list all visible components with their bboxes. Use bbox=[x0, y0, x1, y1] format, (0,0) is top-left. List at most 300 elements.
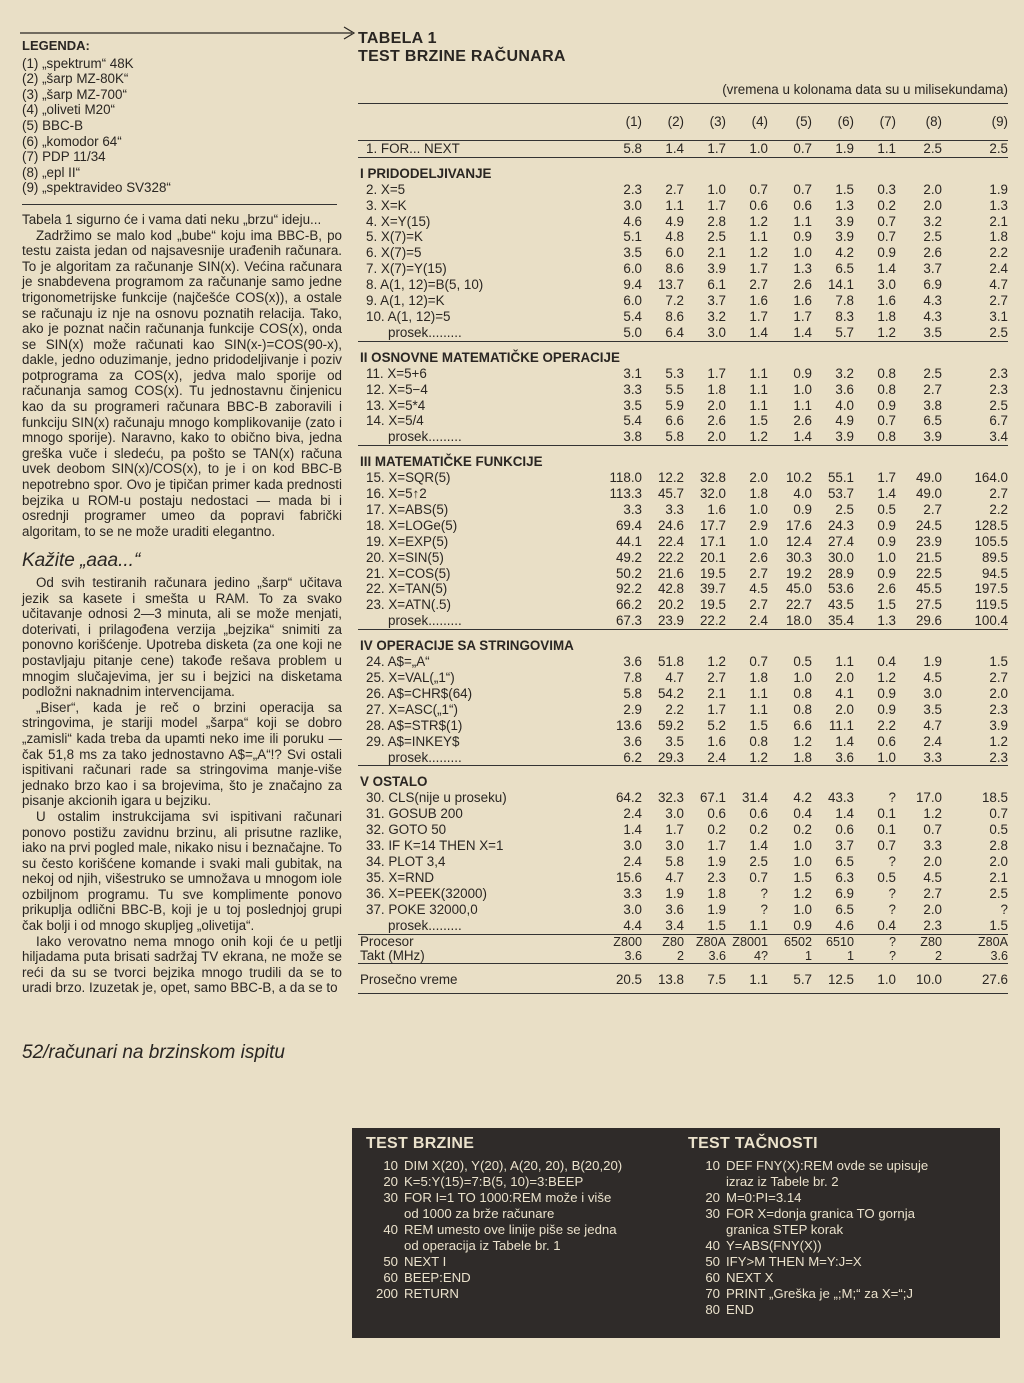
value-cell: 12.4 bbox=[785, 533, 812, 549]
row-label: 5. X(7)=K bbox=[366, 229, 423, 245]
value-cell: 1.5 bbox=[877, 597, 896, 613]
value-cell: 67.1 bbox=[699, 790, 726, 806]
value-cell: 89.5 bbox=[981, 549, 1008, 565]
value-cell: 2.5 bbox=[989, 140, 1008, 156]
value-cell: 4.2 bbox=[835, 245, 854, 261]
value-cell: Z80 bbox=[920, 934, 942, 949]
value-cell: 1.2 bbox=[749, 429, 768, 445]
value-cell: 3.0 bbox=[707, 324, 726, 340]
value-cell: 4.7 bbox=[665, 869, 684, 885]
value-cell: 3.3 bbox=[623, 381, 642, 397]
table-row bbox=[358, 870, 1008, 886]
value-cell: 1.2 bbox=[707, 654, 726, 670]
table-row bbox=[358, 550, 1008, 566]
speed-table bbox=[358, 104, 1008, 994]
value-cell: 2.0 bbox=[923, 901, 942, 917]
value-cell: 6.7 bbox=[989, 413, 1008, 429]
value-cell: 0.6 bbox=[707, 806, 726, 822]
value-cell: 1.4 bbox=[835, 806, 854, 822]
value-cell: 2.2 bbox=[989, 501, 1008, 517]
value-cell: 11.1 bbox=[828, 717, 854, 733]
article-body bbox=[22, 212, 342, 996]
table-row bbox=[358, 822, 1008, 838]
value-cell: 6.0 bbox=[623, 293, 642, 309]
value-cell: 0.8 bbox=[793, 685, 812, 701]
value-cell: 3.0 bbox=[665, 838, 684, 854]
value-cell: 4.7 bbox=[989, 277, 1008, 293]
code-line bbox=[688, 1270, 996, 1286]
value-cell: 2 bbox=[676, 948, 684, 963]
row-label: 31. GOSUB 200 bbox=[366, 806, 463, 822]
value-cell: 45.0 bbox=[785, 581, 812, 597]
line-number: 30 bbox=[383, 1190, 398, 1205]
row-label: Takt (MHz) bbox=[360, 947, 425, 963]
value-cell: 8.6 bbox=[665, 308, 684, 324]
value-cell: 128.5 bbox=[974, 517, 1008, 533]
value-cell: 1.1 bbox=[749, 917, 768, 933]
value-cell: 19.5 bbox=[699, 565, 726, 581]
value-cell: 3.7 bbox=[835, 838, 854, 854]
value-cell: 0.5 bbox=[877, 869, 896, 885]
value-cell: 3.6 bbox=[623, 733, 642, 749]
value-cell: 3.8 bbox=[923, 397, 942, 413]
table-row bbox=[358, 670, 1008, 686]
value-cell: 2.4 bbox=[989, 261, 1008, 277]
value-cell: 2.7 bbox=[923, 381, 942, 397]
column-header: (8) bbox=[925, 114, 942, 129]
value-cell: 7.5 bbox=[707, 971, 726, 987]
value-cell: 1.3 bbox=[989, 197, 1008, 213]
value-cell: 5.7 bbox=[793, 971, 812, 987]
value-cell: 4.3 bbox=[923, 308, 942, 324]
value-cell: 2.6 bbox=[707, 413, 726, 429]
line-number bbox=[366, 1238, 404, 1254]
value-cell: 2.7 bbox=[749, 597, 768, 613]
value-cell: 3.6 bbox=[708, 948, 726, 963]
value-cell: 1.1 bbox=[665, 197, 684, 213]
value-cell: 1.6 bbox=[707, 501, 726, 517]
row-label: 3. X=K bbox=[366, 197, 407, 213]
row-label: Procesor bbox=[360, 933, 414, 949]
value-cell: 43.5 bbox=[827, 597, 854, 613]
value-cell: 2.1 bbox=[707, 245, 726, 261]
value-cell: 22.4 bbox=[657, 533, 684, 549]
value-cell: 2.6 bbox=[923, 245, 942, 261]
value-cell: 3.4 bbox=[665, 917, 684, 933]
row-label: 4. X=Y(15) bbox=[366, 213, 431, 229]
column-header: (3) bbox=[709, 114, 726, 129]
section-heading: IV OPERACIJE SA STRINGOVIMA bbox=[360, 638, 574, 654]
row-label: 36. X=PEEK(32000) bbox=[366, 885, 487, 901]
value-cell: 13.6 bbox=[615, 717, 642, 733]
value-cell: ? bbox=[888, 853, 896, 869]
value-cell: 1.1 bbox=[793, 397, 812, 413]
value-cell: 9.4 bbox=[623, 277, 642, 293]
value-cell: 19.5 bbox=[699, 597, 726, 613]
value-cell: 1.4 bbox=[877, 486, 896, 502]
table-row bbox=[358, 182, 1008, 198]
row-label: 12. X=5−4 bbox=[366, 381, 428, 397]
value-cell: 15.6 bbox=[615, 869, 642, 885]
value-cell: 2.0 bbox=[923, 197, 942, 213]
line-number: 70 bbox=[705, 1286, 720, 1301]
value-cell: 24.3 bbox=[827, 517, 854, 533]
row-label: 15. X=SQR(5) bbox=[366, 470, 451, 486]
value-cell: 0.7 bbox=[793, 181, 812, 197]
article-paragraph: „Biser“, kada je reč o brzini operacija sa stringovima, je stariji model „šarpa“ koji se dobro „zamisli“ kada treba da upamti neko ime ili poruku — čak 51,8 ms za tako jednostavno A$=„A“!? Svi ostali ispitivani računari rade sa stringovima manje-više jednako brzo kao i sa brojevima, što je značajno za pisanje akcionih igara u bejziku. bbox=[22, 699, 342, 809]
value-cell: 6.4 bbox=[665, 324, 684, 340]
code-line bbox=[366, 1270, 684, 1286]
row-label: 20. X=SIN(5) bbox=[366, 549, 444, 565]
value-cell: 3.9 bbox=[923, 429, 942, 445]
value-cell: 0.4 bbox=[877, 654, 896, 670]
value-cell: 32.3 bbox=[657, 790, 684, 806]
legend-item: (7) PDP 11/34 bbox=[22, 149, 106, 165]
value-cell: 45.5 bbox=[915, 581, 942, 597]
value-cell: 1.2 bbox=[877, 324, 896, 340]
value-cell: 30.0 bbox=[827, 549, 854, 565]
line-number bbox=[688, 1222, 726, 1238]
table-row bbox=[358, 534, 1008, 550]
legend-divider bbox=[22, 204, 337, 205]
value-cell: 6.5 bbox=[835, 853, 854, 869]
value-cell: 2.3 bbox=[707, 869, 726, 885]
speed-test-listing bbox=[366, 1136, 684, 1302]
table-row bbox=[358, 566, 1008, 582]
row-label: 21. X=COS(5) bbox=[366, 565, 451, 581]
value-cell: 2.5 bbox=[923, 365, 942, 381]
value-cell: 1.1 bbox=[877, 140, 896, 156]
value-cell: 3.1 bbox=[623, 365, 642, 381]
value-cell: ? bbox=[1000, 901, 1008, 917]
value-cell: 5.7 bbox=[835, 324, 854, 340]
value-cell: 3.0 bbox=[623, 838, 642, 854]
value-cell: 3.3 bbox=[623, 501, 642, 517]
value-cell: 29.6 bbox=[915, 613, 942, 629]
row-label: prosek......... bbox=[388, 749, 462, 765]
left-column bbox=[22, 22, 342, 1064]
code-text: REM umesto ove linije piše se jedna bbox=[404, 1222, 617, 1237]
value-cell: 0.6 bbox=[749, 806, 768, 822]
value-cell: 4? bbox=[753, 948, 768, 963]
value-cell: 3.6 bbox=[835, 749, 854, 765]
value-cell: 2.3 bbox=[623, 181, 642, 197]
article-paragraph: Od svih testiranih računara jedino „šarp“ učitava jezik sa kasete i smešta u RAM. To za svako učitavanje odnosi 2—3 minuta, ali se može menjati, doterivati, i prilagođena verzija „bejzika“ snimiti za ponovno korišćenje. Upotreba disketa (za one koji ne postavljaju pitanje cene) takođe rešava problem u mnogim slučajevima, jer su i bejzici na disketama podložni naknadnim intervencijama. bbox=[22, 575, 342, 700]
value-cell: 4.0 bbox=[835, 397, 854, 413]
value-cell: 31.4 bbox=[741, 790, 768, 806]
row-label: prosek......... bbox=[388, 917, 462, 933]
table-row bbox=[358, 277, 1008, 293]
value-cell: 27.4 bbox=[827, 533, 854, 549]
value-cell: 22.5 bbox=[915, 565, 942, 581]
value-cell: 0.7 bbox=[749, 869, 768, 885]
value-cell: Z80A bbox=[695, 934, 726, 949]
value-cell: 2.3 bbox=[923, 917, 942, 933]
value-cell: 1.7 bbox=[707, 197, 726, 213]
article-paragraph: Tabela 1 sigurno će i vama dati neku „brzu“ ideju... bbox=[22, 211, 322, 227]
value-cell: 5.4 bbox=[623, 413, 642, 429]
value-cell: 2.3 bbox=[989, 701, 1008, 717]
average-row bbox=[358, 429, 1008, 445]
value-cell: 3.0 bbox=[623, 197, 642, 213]
value-cell: 2.7 bbox=[749, 565, 768, 581]
value-cell: 2.5 bbox=[749, 853, 768, 869]
value-cell: 1.1 bbox=[749, 381, 768, 397]
value-cell: 27.5 bbox=[915, 597, 942, 613]
value-cell: 1.1 bbox=[793, 213, 812, 229]
value-cell: 2.4 bbox=[923, 733, 942, 749]
value-cell: ? bbox=[760, 901, 768, 917]
value-cell: ? bbox=[888, 790, 896, 806]
row-label: 33. IF K=14 THEN X=1 bbox=[366, 838, 504, 854]
code-line bbox=[688, 1254, 996, 1270]
value-cell: 3.6 bbox=[990, 948, 1008, 963]
value-cell: 1.6 bbox=[877, 293, 896, 309]
value-cell: 1.5 bbox=[707, 917, 726, 933]
value-cell: 1.7 bbox=[707, 365, 726, 381]
code-line bbox=[366, 1190, 684, 1206]
table-row bbox=[358, 686, 1008, 702]
value-cell: 2.8 bbox=[707, 213, 726, 229]
code-text: M=0:PI=3.14 bbox=[726, 1190, 802, 1205]
value-cell: 0.5 bbox=[793, 654, 812, 670]
code-text: DIM X(20), Y(20), A(20, 20), B(20,20) bbox=[404, 1158, 623, 1173]
value-cell: 6.5 bbox=[835, 261, 854, 277]
value-cell: 3.9 bbox=[835, 213, 854, 229]
value-cell: 3.0 bbox=[877, 277, 896, 293]
value-cell: 3.2 bbox=[923, 213, 942, 229]
value-cell: 0.7 bbox=[877, 229, 896, 245]
row-label: 9. A(1, 12)=K bbox=[366, 293, 445, 309]
value-cell: 1.7 bbox=[707, 701, 726, 717]
value-cell: 0.8 bbox=[749, 733, 768, 749]
value-cell: 0.6 bbox=[793, 197, 812, 213]
row-label: 34. PLOT 3,4 bbox=[366, 853, 446, 869]
column-header: (4) bbox=[751, 114, 768, 129]
average-row bbox=[358, 613, 1008, 629]
column-header: (5) bbox=[795, 114, 812, 129]
value-cell: 1.2 bbox=[923, 806, 942, 822]
value-cell: 32.0 bbox=[699, 486, 726, 502]
value-cell: 4.7 bbox=[665, 670, 684, 685]
legend-item: (6) „komodor 64“ bbox=[22, 133, 122, 149]
legend-item: (9) „spektravideo SV328“ bbox=[22, 180, 171, 196]
value-cell: 1.6 bbox=[707, 733, 726, 749]
value-cell: 20.1 bbox=[699, 549, 726, 565]
value-cell: 0.7 bbox=[923, 822, 942, 838]
value-cell: 2.4 bbox=[749, 613, 768, 629]
value-cell: 1.1 bbox=[749, 971, 768, 987]
value-cell: 1.0 bbox=[877, 971, 896, 987]
value-cell: 64.2 bbox=[615, 790, 642, 806]
value-cell: 2.1 bbox=[707, 685, 726, 701]
row-label: 30. CLS(nije u proseku) bbox=[366, 790, 507, 806]
value-cell: 113.3 bbox=[609, 486, 642, 502]
value-cell: 1.9 bbox=[989, 181, 1008, 197]
value-cell: 92.2 bbox=[615, 581, 642, 597]
value-cell: 3.2 bbox=[835, 365, 854, 381]
value-cell: 49.0 bbox=[915, 470, 942, 486]
value-cell: 6.3 bbox=[835, 869, 854, 885]
value-cell: 1.0 bbox=[793, 245, 812, 261]
value-cell: 1.3 bbox=[877, 613, 896, 629]
legend-item: (1) „spektrum“ 48K bbox=[22, 55, 134, 71]
value-cell: 1.7 bbox=[793, 308, 812, 324]
row-label: 32. GOTO 50 bbox=[366, 822, 447, 838]
code-text: END bbox=[726, 1302, 754, 1317]
value-cell: 6.9 bbox=[923, 277, 942, 293]
value-cell: 3.5 bbox=[623, 245, 642, 261]
value-cell: 2.7 bbox=[749, 277, 768, 293]
code-text: K=5:Y(15)=7:B(5, 10)=3:BEEP bbox=[404, 1174, 584, 1189]
value-cell: 0.7 bbox=[749, 181, 768, 197]
value-cell: 1.2 bbox=[793, 885, 812, 901]
value-cell: 49.2 bbox=[615, 549, 642, 565]
value-cell: 1.1 bbox=[749, 397, 768, 413]
value-cell: 3.0 bbox=[923, 685, 942, 701]
row-label: 23. X=ATN(.5) bbox=[366, 597, 451, 613]
value-cell: 118.0 bbox=[609, 470, 642, 486]
value-cell: 24.5 bbox=[915, 517, 942, 533]
value-cell: 1.7 bbox=[707, 140, 726, 156]
value-cell: 164.0 bbox=[974, 470, 1008, 486]
value-cell: 7.2 bbox=[665, 293, 684, 309]
value-cell: 1.0 bbox=[793, 670, 812, 685]
average-row bbox=[358, 325, 1008, 341]
row-label: prosek......... bbox=[388, 613, 462, 629]
code-line bbox=[688, 1158, 996, 1174]
row-label: Prosečno vreme bbox=[360, 971, 458, 987]
code-text: izraz iz Tabele br. 2 bbox=[726, 1174, 839, 1189]
value-cell: 1.7 bbox=[749, 261, 768, 277]
value-cell: 0.7 bbox=[877, 838, 896, 854]
value-cell: 2.7 bbox=[989, 670, 1008, 685]
code-text: NEXT I bbox=[404, 1254, 447, 1269]
article-subheading: Kažite „aaa...“ bbox=[22, 550, 141, 572]
row-label: 26. A$=CHR$(64) bbox=[366, 685, 473, 701]
value-cell: 0.4 bbox=[877, 917, 896, 933]
value-cell: 1.7 bbox=[749, 308, 768, 324]
table-row bbox=[358, 597, 1008, 613]
value-cell: 1.8 bbox=[707, 381, 726, 397]
row-label: 19. X=EXP(5) bbox=[366, 533, 449, 549]
value-cell: 2.2 bbox=[877, 717, 896, 733]
value-cell: 2.7 bbox=[989, 293, 1008, 309]
value-cell: 1.8 bbox=[707, 885, 726, 901]
value-cell: 2.1 bbox=[989, 213, 1008, 229]
value-cell: 12.2 bbox=[657, 470, 684, 486]
value-cell: 2.0 bbox=[835, 670, 854, 685]
value-cell: 50.2 bbox=[615, 565, 642, 581]
article-paragraph: U ostalim instrukcijama svi ispitivani računari ponovo postižu zavidnu brzinu, ali prisutne razlike, iako na prvi pogled male, nikako nisu i beznačajne. To su često korišćene komande i svaki mali gubitak, na nekoj od njih, višestruko se umnožava u mnogom iole ozbiljnom programu. Tu sve komplimente ponovo prikuplja odlični BBC-B, koji je u toj poslednjoj grupi čak bolji i od mnogo skupljeg „olivetija“. bbox=[22, 808, 342, 934]
value-cell: 1.0 bbox=[793, 901, 812, 917]
row-label: 13. X=5*4 bbox=[366, 397, 426, 413]
table-section bbox=[358, 30, 1008, 994]
value-cell: 7.8 bbox=[623, 670, 642, 685]
value-cell: 0.7 bbox=[877, 413, 896, 429]
table-row bbox=[358, 702, 1008, 718]
column-header: (1) bbox=[625, 114, 642, 129]
value-cell: 53.7 bbox=[827, 486, 854, 502]
value-cell: 2.0 bbox=[923, 181, 942, 197]
value-cell: 8.6 bbox=[665, 261, 684, 277]
value-cell: 0.2 bbox=[793, 822, 812, 838]
value-cell: 17.6 bbox=[785, 517, 812, 533]
value-cell: 3.9 bbox=[707, 261, 726, 277]
value-cell: 29.3 bbox=[657, 749, 684, 765]
value-cell: 3.0 bbox=[665, 806, 684, 822]
value-cell: 12.5 bbox=[827, 971, 854, 987]
value-cell: 3.5 bbox=[923, 701, 942, 717]
value-cell: 35.4 bbox=[827, 613, 854, 629]
value-cell: 6.5 bbox=[835, 901, 854, 917]
value-cell: 5.2 bbox=[707, 717, 726, 733]
row-label: 24. A$=„A“ bbox=[366, 654, 430, 670]
value-cell: 3.5 bbox=[665, 733, 684, 749]
value-cell: 3.6 bbox=[835, 381, 854, 397]
value-cell: 5.8 bbox=[623, 685, 642, 701]
value-cell: 3.5 bbox=[623, 397, 642, 413]
value-cell: 100.4 bbox=[974, 613, 1008, 629]
value-cell: 2.8 bbox=[989, 838, 1008, 854]
code-text: Y=ABS(FNY(X)) bbox=[726, 1238, 822, 1253]
value-cell: 6.2 bbox=[623, 749, 642, 765]
section-heading-row bbox=[358, 342, 1008, 366]
table-title: TABELA 1 bbox=[358, 30, 437, 47]
value-cell: 3.3 bbox=[623, 885, 642, 901]
section-heading: III MATEMATIČKE FUNKCIJE bbox=[360, 454, 543, 470]
value-cell: 3.1 bbox=[989, 308, 1008, 324]
value-cell: 20.2 bbox=[657, 597, 684, 613]
code-line bbox=[688, 1222, 996, 1238]
value-cell: 2.7 bbox=[923, 501, 942, 517]
value-cell: 0.3 bbox=[877, 181, 896, 197]
value-cell: 4.9 bbox=[835, 413, 854, 429]
value-cell: 4.5 bbox=[923, 869, 942, 885]
value-cell: 3.9 bbox=[835, 229, 854, 245]
value-cell: 1.4 bbox=[793, 429, 812, 445]
accuracy-test-code bbox=[688, 1158, 996, 1318]
value-cell: 4.5 bbox=[749, 581, 768, 597]
row-label: 18. X=LOGe(5) bbox=[366, 517, 458, 533]
accuracy-test-title: TEST TAČNOSTI bbox=[688, 1135, 818, 1152]
line-number: 40 bbox=[705, 1238, 720, 1253]
value-cell: 2.4 bbox=[707, 749, 726, 765]
table-row bbox=[358, 261, 1008, 277]
value-cell: 1.0 bbox=[707, 181, 726, 197]
value-cell: 0.9 bbox=[877, 245, 896, 261]
value-cell: 1.4 bbox=[623, 822, 642, 838]
value-cell: 1.1 bbox=[749, 229, 768, 245]
value-cell: 6.0 bbox=[623, 261, 642, 277]
value-cell: 7.8 bbox=[835, 293, 854, 309]
value-cell: 2.9 bbox=[749, 517, 768, 533]
row-label: 25. X=VAL(„1“) bbox=[366, 670, 455, 685]
value-cell: 20.5 bbox=[615, 971, 642, 987]
column-header: (2) bbox=[667, 114, 684, 129]
value-cell: 55.1 bbox=[827, 470, 854, 486]
table-units-note: (vremena u kolonama data su u milisekundama) bbox=[722, 82, 1008, 97]
value-cell: 1.8 bbox=[989, 229, 1008, 245]
value-cell: 4.7 bbox=[923, 717, 942, 733]
table-row bbox=[358, 398, 1008, 414]
line-number: 10 bbox=[383, 1158, 398, 1173]
value-cell: 5.8 bbox=[623, 140, 642, 156]
value-cell: 0.6 bbox=[749, 197, 768, 213]
code-text: NEXT X bbox=[726, 1270, 774, 1285]
legend-list bbox=[22, 56, 342, 196]
table-row bbox=[358, 470, 1008, 486]
